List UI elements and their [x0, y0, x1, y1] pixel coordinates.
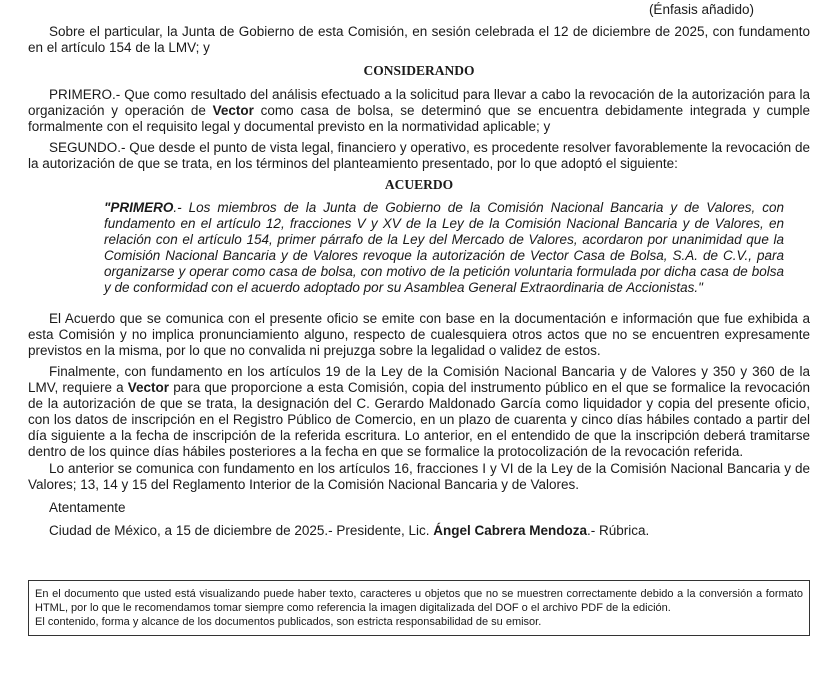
vector-name: Vector — [127, 380, 170, 395]
intro-paragraph: Sobre el particular, la Junta de Gobierno de esta Comisión, en sesión celebrada el 12 de diciembre de 2025, con fundamento en el artículo 154 de la LMV; y — [28, 24, 810, 55]
acuerdo-quote: "PRIMERO.- Los miembros de la Junta de Gobierno de la Comisión Nacional Bancaria y de Valores, con fundamento en el artículo 12, fracciones V y XV de la Ley de la Comisión Nacional Bancaria y de Valores, en relación con el artículo 154, primer párrafo de la Ley del Mercado de Valores, acordaron por unanimidad que la Comisión Nacional Bancaria y de Valores revoque la autorización de Vector Casa de Bolsa, S.A. de C.V., para organizarse y operar como casa de bolsa, con motivo de la petición voluntaria formulada por dicha casa de bolsa y de conformidad con el acuerdo adoptado por su Asamblea General Extraordinaria de Accionistas." — [104, 200, 784, 295]
oficio-paragraph: El Acuerdo que se comunica con el presente oficio se emite con base en la documentación e información que fue exhibida a esta Comisión y no implica pronunciamiento alguno, respecto de cualesquiera otros actos que no se encuentren expresamente previstos en la misma, por lo que no convalida ni prejuzga sobre la legalidad o validez de estos. — [28, 311, 810, 358]
atentamente-label: Atentamente — [49, 500, 126, 515]
fundamento-paragraph: Lo anterior se comunica con fundamento en los artículos 16, fracciones I y VI de la Ley de la Comisión Nacional Bancaria y de Valores; 13, 14 y 15 del Reglamento Interior de la Comisión Nacional Bancaria y de Valores. — [28, 461, 810, 492]
considerando-heading: CONSIDERANDO — [363, 63, 475, 78]
acuerdo-heading: ACUERDO — [384, 177, 454, 192]
signature-line: Ciudad de México, a 15 de diciembre de 2025.- Presidente, Lic. Ángel Cabrera Mendoza.- Rúbrica. — [49, 523, 650, 538]
finalmente-paragraph: Finalmente, con fundamento en los artículos 19 de la Ley de la Comisión Nacional Bancaria y de Valores y 350 y 360 de la LMV, requiere a Vector para que proporcione a esta Comisión, copia del instrumento público en el que se formalice la revocación de la autorización de que se trata, la designación del C. Gerardo Maldonado García como liquidador y copia del presente oficio, con los datos de inscripción en el Registro Público de Comercio, en un plazo de cuarenta y cinco días hábiles contado a partir del día siguiente a la fecha de inscripción de la referida escritura. Lo anterior, en el entendido de que la inscripción deberá tramitarse dentro de los quince días hábiles posteriores a la fecha en que se formalice la protocolización de la revocación referida. — [28, 364, 810, 459]
signer-name: Ángel Cabrera Mendoza — [433, 523, 588, 538]
notice-line-1: En el documento que usted está visualizando puede haber texto, caracteres u objetos que no se muestren correctamente debido a la conversión a formato HTML, por lo que le recomendamos tomar siempre como referencia la imagen digitalizada del DOF o el archivo PDF de la edición. — [35, 588, 803, 614]
primero-paragraph: PRIMERO.- Que como resultado del análisis efectuado a la solicitud para llevar a cabo la revocación de la autorización para la organización y operación de Vector como casa de bolsa, se determinó que se encuentra debidamente integrada y cumple formalmente con el requisito legal y documental previsto en la normatividad aplicable; y — [28, 87, 810, 134]
emphasis-note: (Énfasis añadido) — [648, 2, 754, 17]
notice-line-2: El contenido, forma y alcance de los documentos publicados, son estricta responsabilidad de su emisor. — [35, 616, 542, 628]
vector-name: Vector — [212, 103, 254, 118]
conversion-notice — [28, 580, 810, 636]
segundo-paragraph: SEGUNDO.- Que desde el punto de vista legal, financiero y operativo, es procedente resolver favorablemente la revocación de la autorización de que se trata, en los términos del planteamiento presentado, por lo que adoptó el siguiente: — [28, 140, 810, 171]
